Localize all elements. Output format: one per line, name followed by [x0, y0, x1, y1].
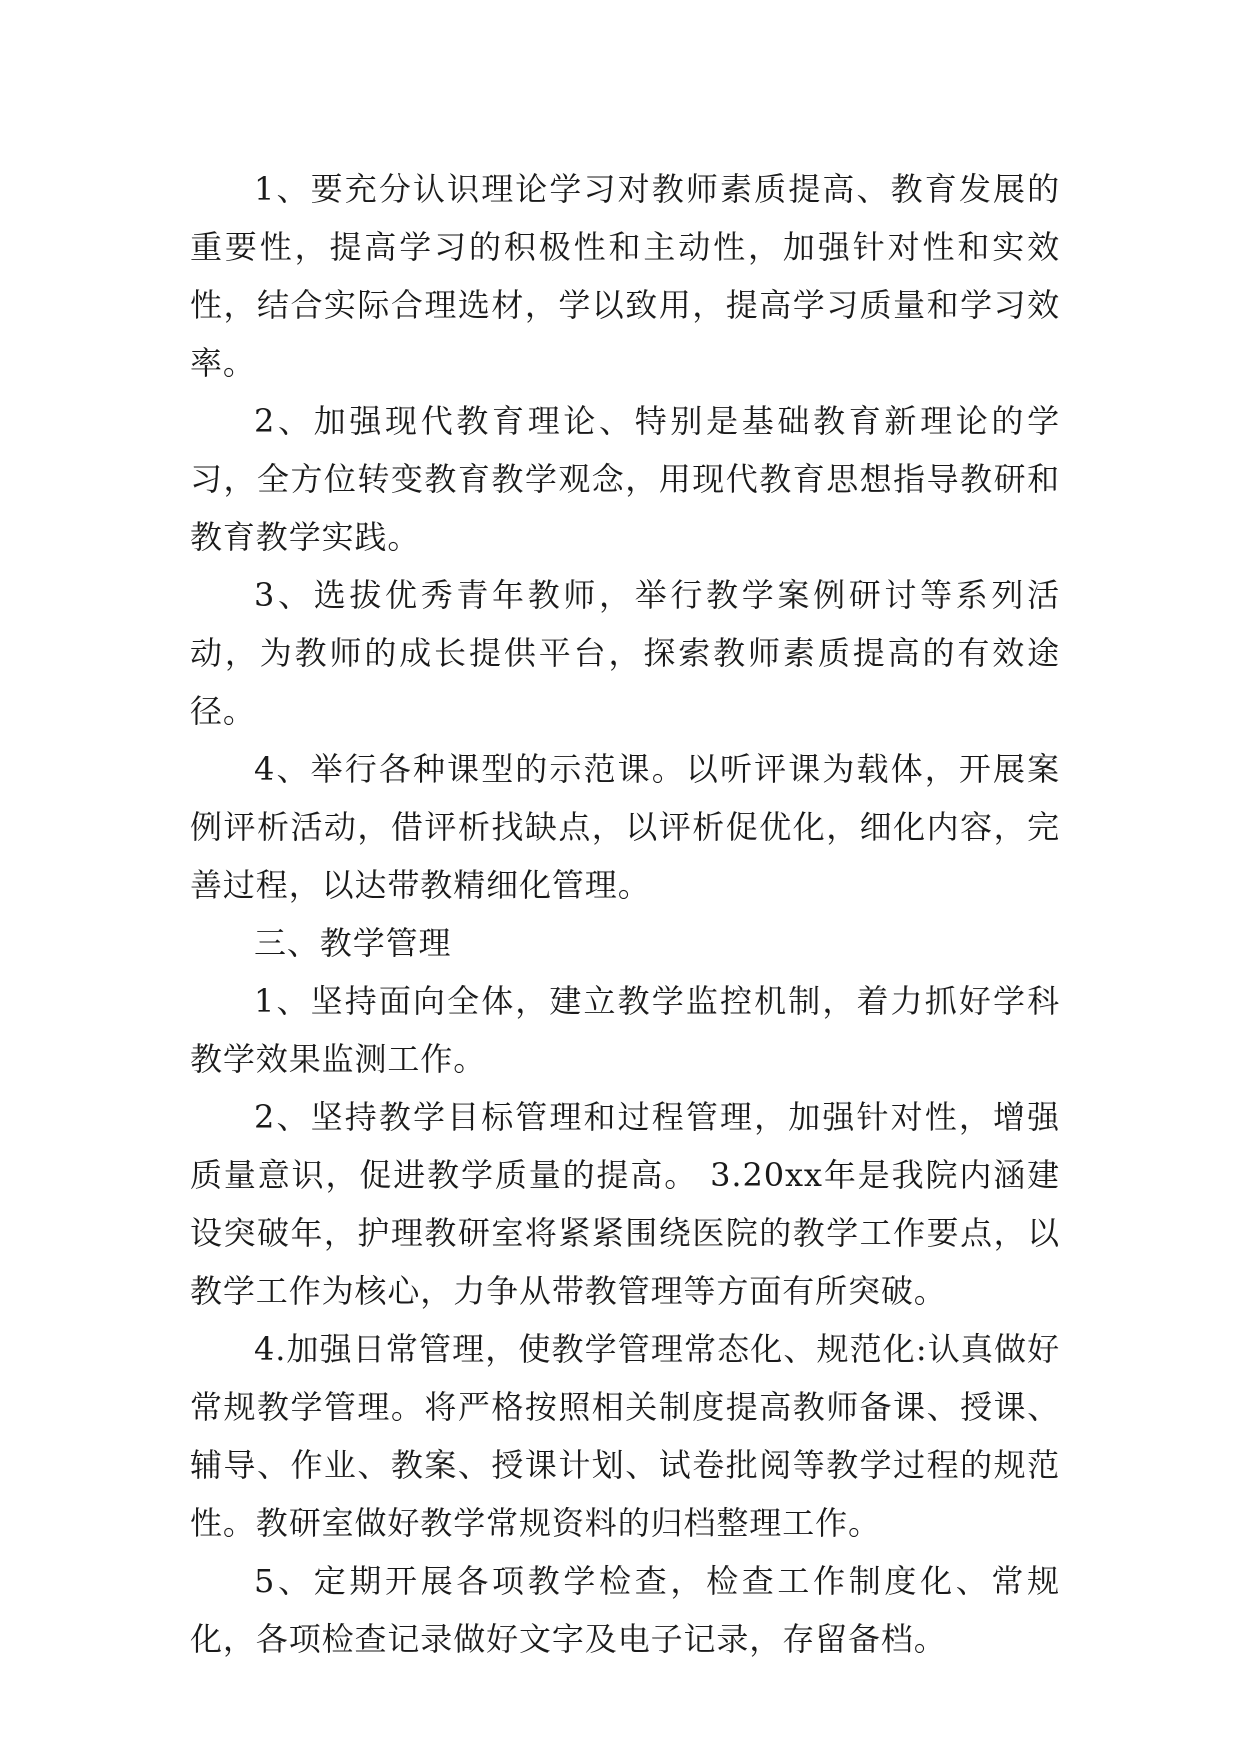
paragraph-demonstration-classes: 4、举行各种课型的示范课。以听评课为载体，开展案例评析活动，借评析找缺点，以评析促优化，细化内容，完善过程，以达带教精细化管理。 — [190, 750, 1060, 904]
paragraph-modern-education-theory: 2、加强现代教育理论、特别是基础教育新理论的学习，全方位转变教育教学观念，用现代教育思想指导教研和教育教学实践。 — [190, 402, 1060, 556]
paragraph-goal-process-management: 2、坚持教学目标管理和过程管理，加强针对性，增强质量意识，促进教学质量的提高。 3.20xx年是我院内涵建设突破年，护理教研室将紧紧围绕医院的教学工作要点，以教学工作为核心，力争从带教管理等方面有所突破。 — [190, 1098, 1060, 1310]
paragraph-monitoring-mechanism: 1、坚持面向全体，建立教学监控机制，着力抓好学科教学效果监测工作。 — [190, 982, 1060, 1078]
paragraph-theory-study: 1、要充分认识理论学习对教师素质提高、教育发展的重要性，提高学习的积极性和主动性，加强针对性和实效性，结合实际合理选材，学以致用，提高学习质量和学习效率。 — [190, 170, 1060, 382]
paragraph-young-teachers: 3、选拔优秀青年教师，举行教学案例研讨等系列活动，为教师的成长提供平台，探索教师素质提高的有效途径。 — [190, 576, 1060, 730]
paragraph-regular-inspections: 5、定期开展各项教学检查，检查工作制度化、常规化，各项检查记录做好文字及电子记录，存留备档。 — [190, 1562, 1060, 1658]
document-body — [190, 160, 1060, 1668]
section-heading-teaching-management: 三、教学管理 — [254, 924, 452, 962]
paragraph-daily-management: 4.加强日常管理，使教学管理常态化、规范化:认真做好常规教学管理。将严格按照相关制度提高教师备课、授课、辅导、作业、教案、授课计划、试卷批阅等教学过程的规范性。教研室做好教学常规资料的归档整理工作。 — [190, 1330, 1060, 1542]
